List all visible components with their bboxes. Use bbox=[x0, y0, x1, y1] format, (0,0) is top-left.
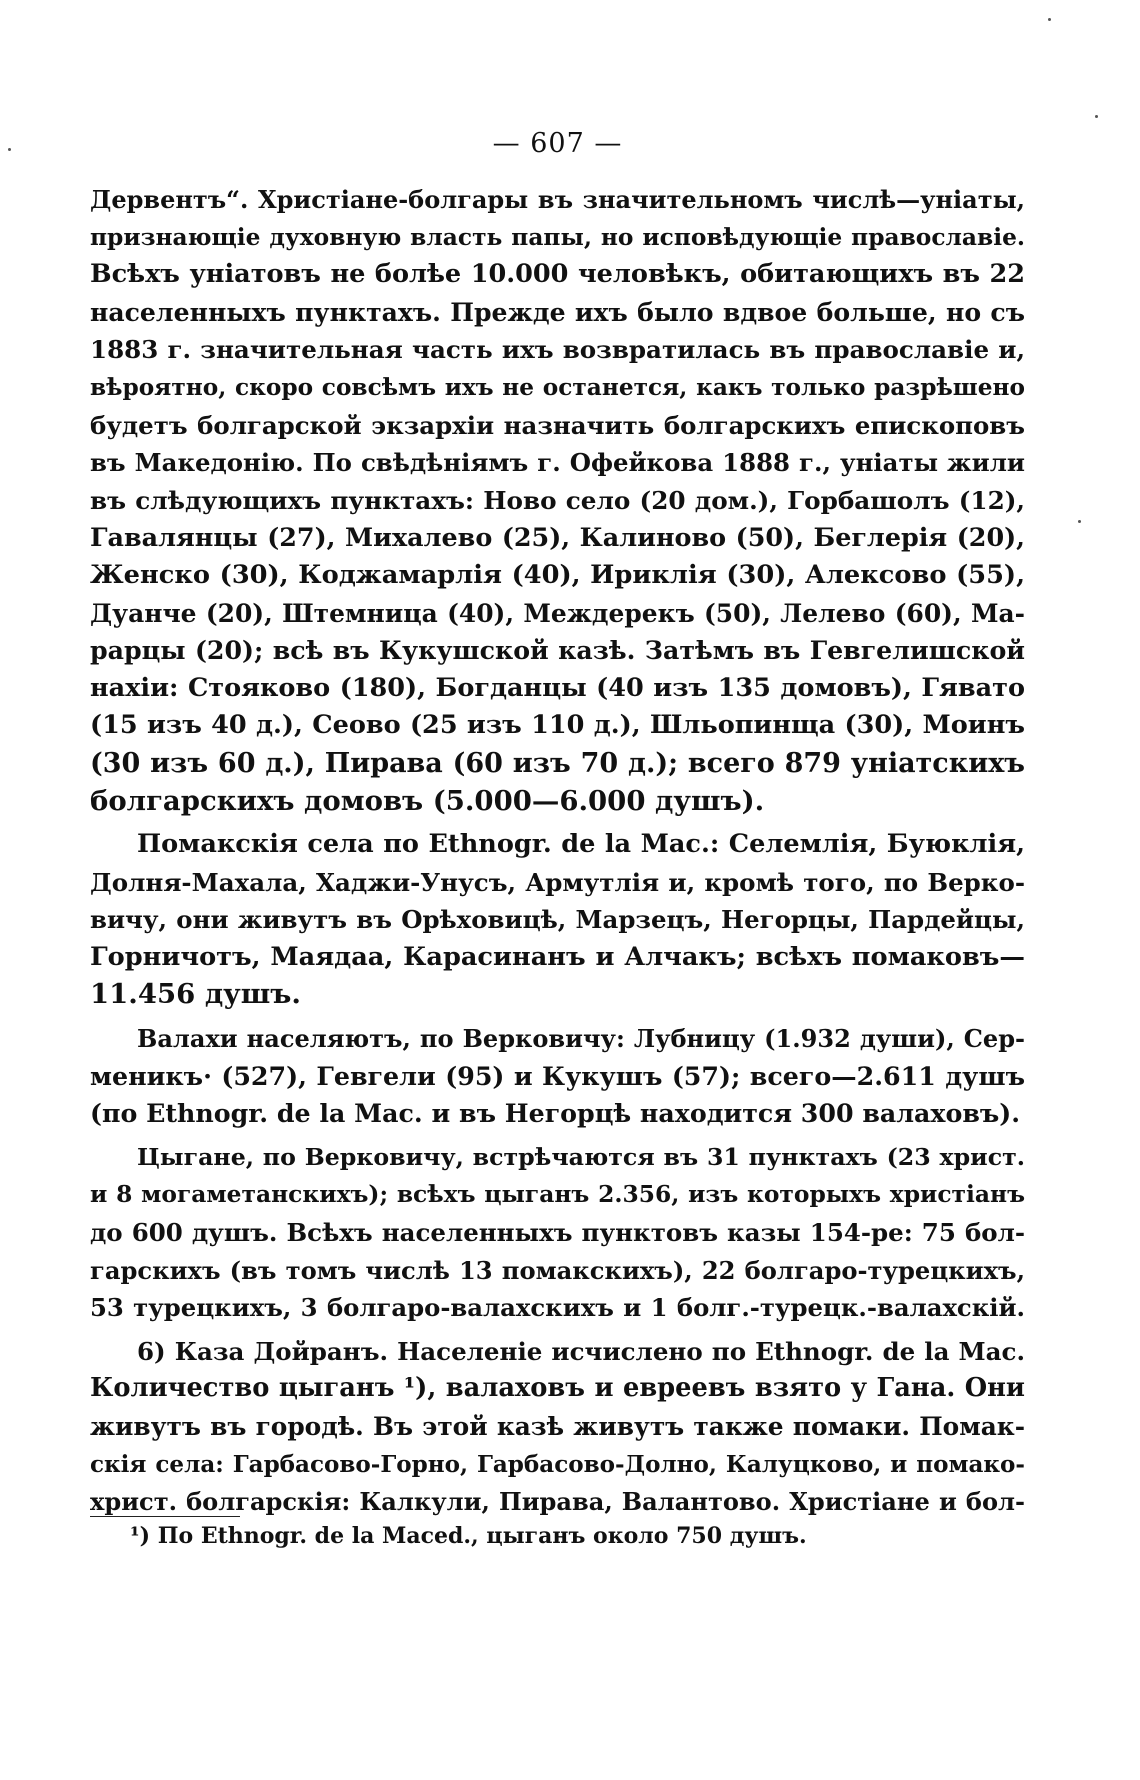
text-line: Валахи населяютъ, по Верковичу: Лубницу (1.932 души), Сер- bbox=[137, 1024, 1025, 1054]
text-line: Дуанче (20), Штемница (40), Междерекъ (50), Лелево (60), Ма- bbox=[90, 598, 1025, 628]
text-line: въ Македонію. По свѣдѣніямъ г. Офейкова 1888 г., уніаты жили bbox=[90, 448, 1025, 478]
text-line: гарскихъ (въ томъ числѣ 13 помакскихъ), 22 болгаро-турецкихъ, bbox=[90, 1255, 1025, 1285]
text-line: Горничотъ, Маядаа, Карасинанъ и Алчакъ; всѣхъ помаковъ— bbox=[90, 941, 1025, 972]
footnote: ¹) По Ethnogr. de la Maced., цыганъ около 750 душъ. bbox=[130, 1523, 807, 1549]
text-line: (30 изъ 60 д.), Пирава (60 изъ 70 д.); всего 879 уніатскихъ bbox=[90, 747, 1025, 779]
text-line: Женско (30), Коджамарлія (40), Ириклія (30), Алексово (55), bbox=[90, 559, 1025, 590]
text-line: будетъ болгарской экзархіи назначить болгарскихъ епископовъ bbox=[90, 410, 1025, 440]
text-line: живутъ въ городѣ. Въ этой казѣ живутъ также помаки. Помак- bbox=[90, 1412, 1025, 1441]
text-line: 6) Каза Дойранъ. Населеніе исчислено по Ethnogr. de la Mac. bbox=[137, 1336, 1025, 1366]
text-line: болгарскихъ домовъ (5.000—6.000 душъ). bbox=[90, 784, 765, 817]
paragraph bbox=[90, 1139, 1025, 1327]
text-line: Гавалянцы (27), Михалево (25), Калиново (50), Беглерія (20), bbox=[90, 522, 1025, 553]
text-line: скія села: Гарбасово-Горно, Гарбасово-Долно, Калуцково, и помако- bbox=[90, 1450, 1025, 1478]
text-line: признающіе духовную власть папы, но исповѣдующіе православіе. bbox=[90, 223, 1025, 251]
scan-speck bbox=[1048, 18, 1051, 21]
text-line: Количество цыганъ ¹), валаховъ и евреевъ взято у Гана. Они bbox=[90, 1373, 1025, 1404]
scan-speck bbox=[1078, 520, 1081, 523]
text-line: въ слѣдующихъ пунктахъ: Ново село (20 дом.), Горбашолъ (12), bbox=[90, 485, 1025, 515]
body-text bbox=[90, 181, 1025, 1521]
paragraph bbox=[90, 1333, 1025, 1521]
text-line: Помакскія села по Ethnogr. de la Mac.: Селемлія, Буюклія, bbox=[137, 829, 1025, 860]
text-line: населенныхъ пунктахъ. Прежде ихъ было вдвое больше, но съ bbox=[90, 296, 1025, 327]
text-line: (по Ethnogr. de la Mac. и въ Негорцѣ находится 300 валаховъ). bbox=[90, 1098, 1021, 1129]
text-line: и 8 могаметанскихъ); всѣхъ цыганъ 2.356, изъ которыхъ христіанъ bbox=[90, 1180, 1025, 1209]
text-line: Долня-Махала, Хаджи-Унусъ, Армутлія и, кромѣ того, по Верко- bbox=[90, 867, 1025, 897]
text-line: до 600 душъ. Всѣхъ населенныхъ пунктовъ казы 154-ре: 75 бол- bbox=[90, 1218, 1025, 1248]
text-line: Всѣхъ уніатовъ не болѣе 10.000 человѣкъ, обитающихъ въ 22 bbox=[90, 259, 1025, 290]
paragraph bbox=[90, 1020, 1025, 1133]
footnote-rule bbox=[90, 1516, 240, 1517]
text-line: 53 турецкихъ, 3 болгаро-валахскихъ и 1 болг.-турецк.-валахскій. bbox=[90, 1293, 1025, 1323]
text-line: нахіи: Стояково (180), Богданцы (40 изъ 135 домовъ), Гявато bbox=[90, 672, 1025, 703]
text-line: 11.456 душъ. bbox=[90, 978, 301, 1011]
scan-speck bbox=[1095, 115, 1098, 118]
text-line: 1883 г. значительная часть ихъ возвратилась въ православіе и, bbox=[90, 335, 1025, 365]
text-line: Дервентъ“. Христіане-болгары въ значительномъ числѣ—уніаты, bbox=[90, 185, 1025, 214]
text-line: вѣроятно, скоро совсѣмъ ихъ не останется, какъ только разрѣшено bbox=[90, 373, 1025, 401]
text-line: рарцы (20); всѣ въ Кукушской казѣ. Затѣмъ въ Гевгелишской bbox=[90, 635, 1025, 666]
scan-speck bbox=[8, 148, 11, 151]
page-number: — 607 — bbox=[492, 128, 623, 159]
paragraph bbox=[90, 181, 1025, 820]
text-line: меникъ· (527), Гевгели (95) и Кукушъ (57); всего—2.611 душъ bbox=[90, 1060, 1025, 1091]
text-line: Цыгане, по Верковичу, встрѣчаются въ 31 пунктахъ (23 христ. bbox=[137, 1142, 1025, 1171]
paragraph bbox=[90, 826, 1025, 1014]
text-line: христ. болгарскія: Калкули, Пирава, Валантово. Христіане и бол- bbox=[90, 1487, 1025, 1517]
text-line: вичу, они живутъ въ Орѣховицѣ, Марзецъ, Негорцы, Пардейцы, bbox=[90, 905, 1025, 935]
text-line: (15 изъ 40 д.), Сеово (25 изъ 110 д.), Шльопинща (30), Моинъ bbox=[90, 710, 1025, 741]
book-page bbox=[90, 128, 1025, 1521]
